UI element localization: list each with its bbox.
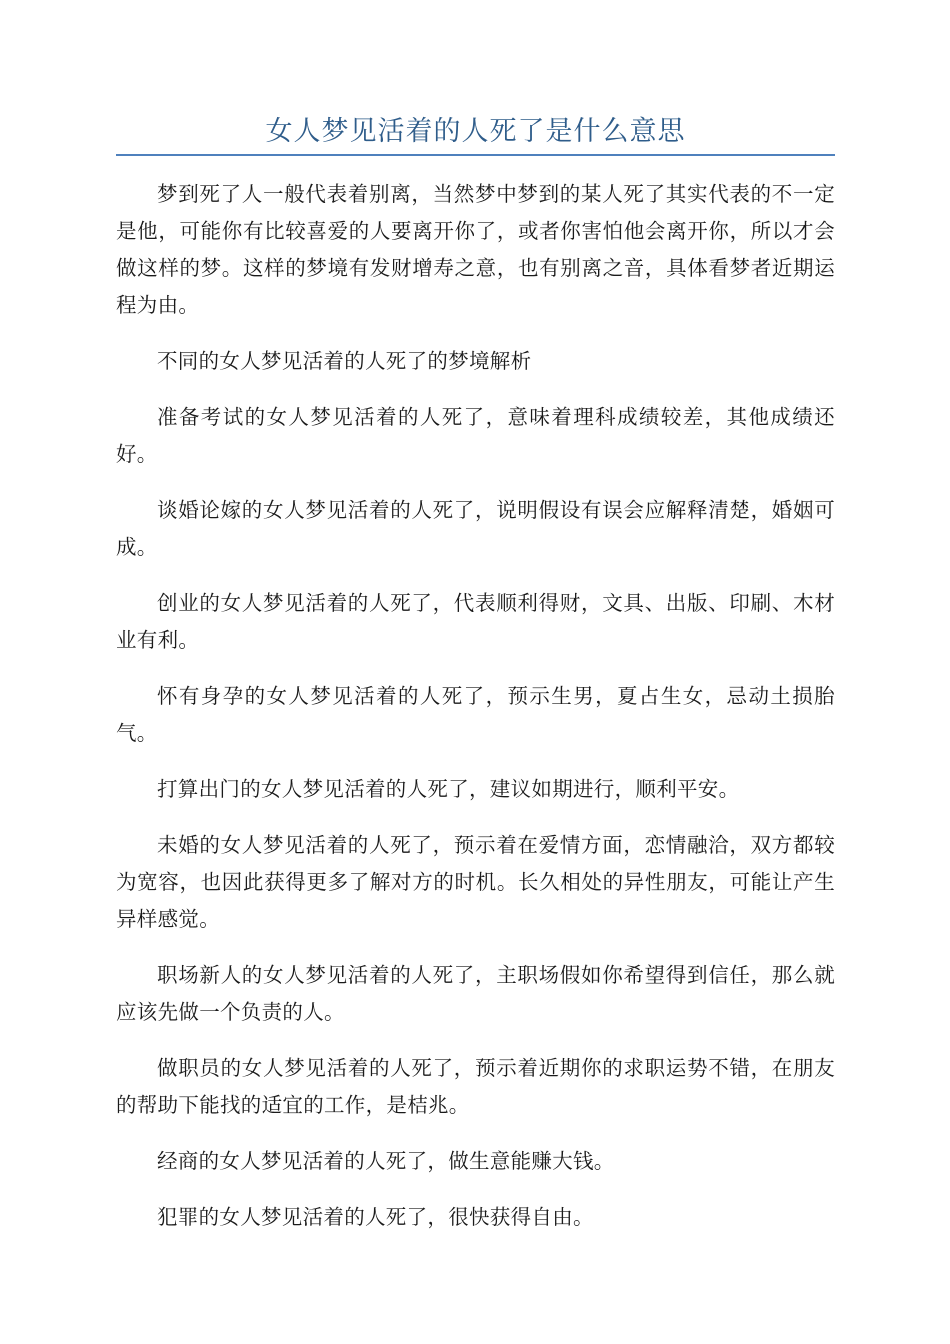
paragraph: 经商的女人梦见活着的人死了，做生意能赚大钱。 — [157, 1149, 615, 1173]
paragraph: 做职员的女人梦见活着的人死了，预示着近期你的求职运势不错，在朋友的帮助下能找的适宜的工作，是桔兆。 — [116, 1056, 835, 1117]
paragraph: 创业的女人梦见活着的人死了，代表顺利得财，文具、出版、印刷、木材业有利。 — [116, 591, 835, 652]
paragraph: 准备考试的女人梦见活着的人死了，意味着理科成绩较差，其他成绩还好。 — [116, 405, 835, 466]
title-underline — [116, 154, 835, 156]
paragraph: 怀有身孕的女人梦见活着的人死了，预示生男，夏占生女，忌动土损胎气。 — [116, 684, 835, 745]
paragraph: 打算出门的女人梦见活着的人死了，建议如期进行，顺利平安。 — [157, 777, 740, 801]
paragraph: 未婚的女人梦见活着的人死了，预示着在爱情方面，恋情融洽，双方都较为宽容，也因此获得更多了解对方的时机。长久相处的异性朋友，可能让产生异样感觉。 — [116, 833, 835, 931]
paragraph: 梦到死了人一般代表着别离，当然梦中梦到的某人死了其实代表的不一定是他，可能你有比较喜爱的人要离开你了，或者你害怕他会离开你，所以才会做这样的梦。这样的梦境有发财增寿之意，也有别离之音，具体看梦者近期运程为由。 — [116, 182, 835, 317]
document-title: 女人梦见活着的人死了是什么意思 — [265, 116, 686, 147]
paragraph: 犯罪的女人梦见活着的人死了，很快获得自由。 — [157, 1205, 594, 1229]
paragraph: 谈婚论嫁的女人梦见活着的人死了，说明假设有误会应解释清楚，婚姻可成。 — [116, 498, 835, 559]
section-heading: 不同的女人梦见活着的人死了的梦境解析 — [157, 349, 532, 373]
paragraph: 职场新人的女人梦见活着的人死了，主职场假如你希望得到信任，那么就应该先做一个负责的人。 — [116, 963, 835, 1024]
document-page — [116, 112, 835, 1255]
